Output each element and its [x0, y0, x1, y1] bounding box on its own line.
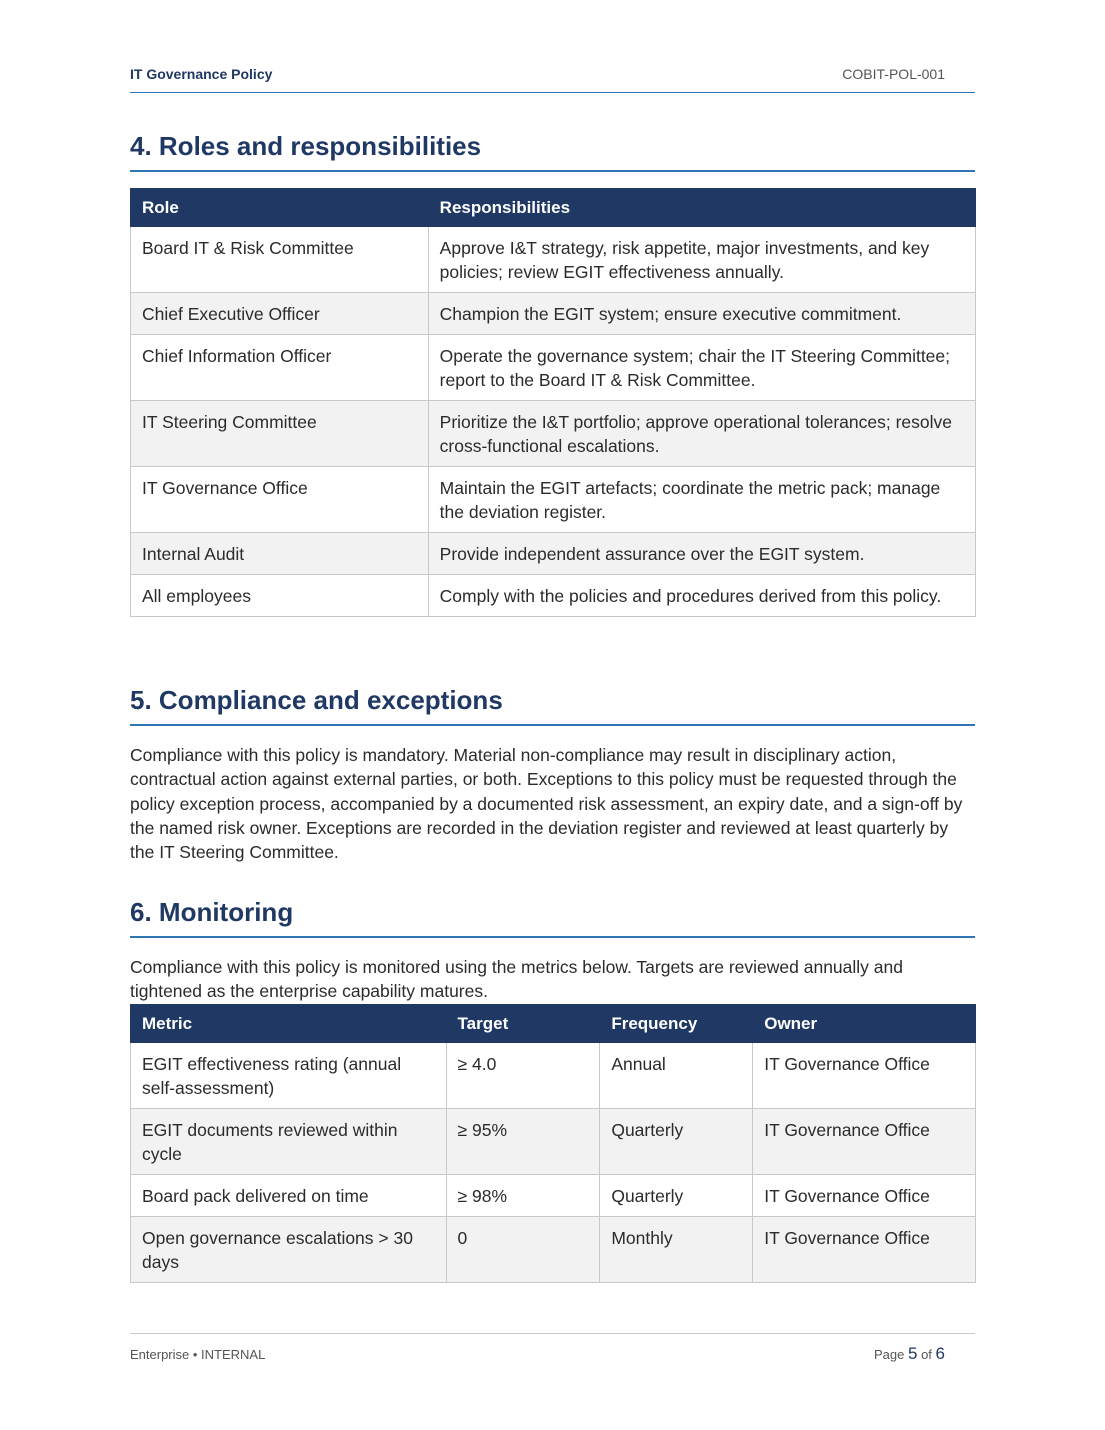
target-cell: ≥ 4.0: [446, 1043, 600, 1109]
roles-table-header: [131, 189, 976, 227]
table-row: [131, 467, 976, 533]
metric-cell: EGIT documents reviewed within cycle: [131, 1109, 447, 1175]
responsibility-cell: Prioritize the I&T portfolio; approve operational tolerances; resolve cross-functional escalations.: [428, 401, 975, 467]
role-cell: Internal Audit: [131, 533, 429, 575]
frequency-cell: Monthly: [600, 1217, 753, 1283]
metric-cell: Board pack delivered on time: [131, 1175, 447, 1217]
document-title: IT Governance Policy: [130, 66, 273, 82]
compliance-paragraph: Compliance with this policy is mandatory. Material non-compliance may result in disciplinary action, contractual action against external parties, or both. Exceptions to this policy must be requested through the policy exception process, accompanied by a documented risk assessment, an expiry date, and a sign-off by the named risk owner. Exceptions are recorded in the deviation register and reviewed at least quarterly by the IT Steering Committee.: [130, 745, 963, 863]
role-cell: Chief Information Officer: [131, 335, 429, 401]
section-6-heading: 6. Monitoring: [130, 897, 975, 938]
table-row: [131, 533, 976, 575]
owner-cell: IT Governance Office: [753, 1043, 976, 1109]
monitoring-paragraph: Compliance with this policy is monitored using the metrics below. Targets are reviewed annually and tightened as the enterprise capability matures.: [130, 957, 903, 1002]
metrics-table-header: [131, 1005, 976, 1043]
target-cell: ≥ 98%: [446, 1175, 600, 1217]
table-row: [131, 227, 976, 293]
page-label: Page: [873, 1347, 905, 1362]
responsibility-cell: Approve I&T strategy, risk appetite, major investments, and key policies; review EGIT effectiveness annually.: [428, 227, 975, 293]
table-row: [131, 293, 976, 335]
table-row: [131, 401, 976, 467]
frequency-cell: Quarterly: [600, 1109, 753, 1175]
table-row: [131, 1043, 976, 1109]
column-header: Metric: [131, 1005, 447, 1043]
document-code: COBIT-POL-001: [842, 66, 945, 82]
frequency-cell: Annual: [600, 1043, 753, 1109]
owner-cell: IT Governance Office: [753, 1109, 976, 1175]
table-row: [131, 335, 976, 401]
responsibility-cell: Comply with the policies and procedures derived from this policy.: [428, 575, 975, 617]
page-number: 5: [907, 1344, 918, 1363]
role-cell: All employees: [131, 575, 429, 617]
metric-cell: Open governance escalations > 30 days: [131, 1217, 447, 1283]
section-4-heading: 4. Roles and responsibilities: [130, 131, 975, 172]
section-5-heading: 5. Compliance and exceptions: [130, 685, 975, 726]
table-row: [131, 575, 976, 617]
responsibility-cell: Maintain the EGIT artefacts; coordinate the metric pack; manage the deviation register.: [428, 467, 975, 533]
role-cell: Chief Executive Officer: [131, 293, 429, 335]
column-header: Owner: [753, 1005, 976, 1043]
frequency-cell: Quarterly: [600, 1175, 753, 1217]
table-row: [131, 1217, 976, 1283]
responsibility-cell: Provide independent assurance over the EGIT system.: [428, 533, 975, 575]
page-indicator: [874, 1344, 945, 1364]
page-total: 6: [935, 1344, 945, 1363]
target-cell: ≥ 95%: [446, 1109, 600, 1175]
owner-cell: IT Governance Office: [753, 1217, 976, 1283]
page-header: [130, 64, 975, 93]
column-header: Target: [446, 1005, 600, 1043]
classification-label: Enterprise • INTERNAL: [130, 1347, 266, 1362]
column-header: Role: [131, 189, 429, 227]
metrics-table: [130, 1004, 976, 1283]
role-cell: IT Governance Office: [131, 467, 429, 533]
of-label: of: [921, 1347, 932, 1362]
owner-cell: IT Governance Office: [753, 1175, 976, 1217]
metric-cell: EGIT effectiveness rating (annual self-assessment): [131, 1043, 447, 1109]
column-header: Frequency: [600, 1005, 753, 1043]
table-row: [131, 1175, 976, 1217]
target-cell: 0: [446, 1217, 600, 1283]
responsibility-cell: Champion the EGIT system; ensure executive commitment.: [428, 293, 975, 335]
roles-table: [130, 188, 976, 617]
role-cell: Board IT & Risk Committee: [131, 227, 429, 293]
role-cell: IT Steering Committee: [131, 401, 429, 467]
table-row: [131, 1109, 976, 1175]
column-header: Responsibilities: [428, 189, 975, 227]
responsibility-cell: Operate the governance system; chair the IT Steering Committee; report to the Board IT & Risk Committee.: [428, 335, 975, 401]
page-footer: [130, 1333, 975, 1363]
